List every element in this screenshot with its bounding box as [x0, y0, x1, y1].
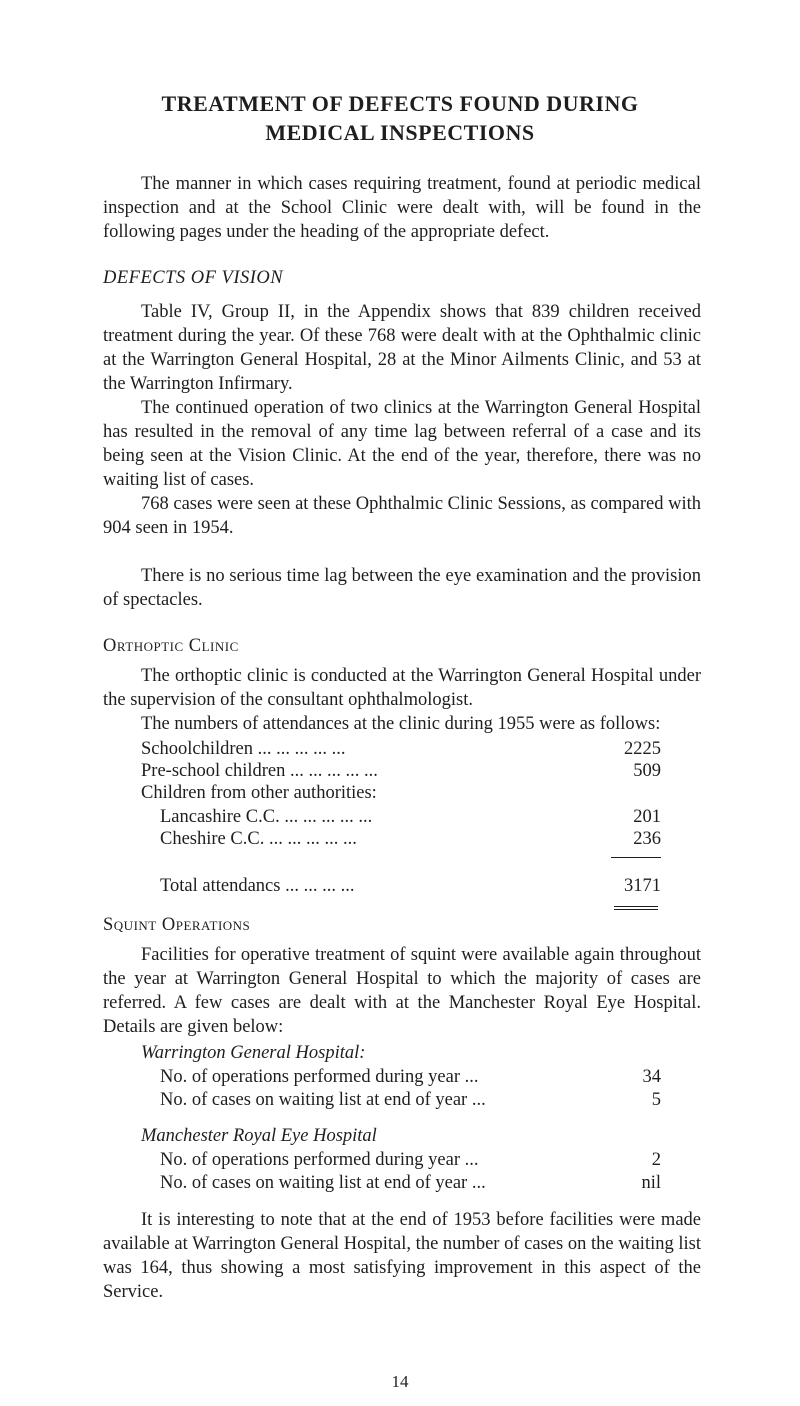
total-double-rule-bottom [614, 909, 658, 910]
wgh-row-value: 5 [651, 1090, 661, 1110]
orthoptic-lead: The numbers of attendances at the clinic during 1955 were as follows: [141, 714, 661, 734]
title-line-1: TREATMENT OF DEFECTS FOUND DURING [161, 91, 639, 116]
page-title [0, 89, 800, 147]
vision-paragraph-1: Table IV, Group II, in the Appendix shows that 839 children received treatment during the year. Of these 768 were dealt with at the Ophthalmic clinic at the Warrington General Hospital, 28 at the Minor Ailments Clinic, and 53 at the Warrington Infirmary. [103, 302, 701, 394]
mreh-row-value: 2 [651, 1150, 661, 1170]
vision-paragraph-3: 768 cases were seen at these Ophthalmic Clinic Sessions, as compared with 904 seen in 1954. [103, 494, 701, 538]
page-number: 14 [391, 1372, 409, 1391]
attendance-label: Pre-school children ... ... ... ... ... [141, 761, 378, 781]
orthoptic-heading: Orthoptic Clinic [103, 636, 239, 656]
intro-paragraph: The manner in which cases requiring treatment, found at periodic medical inspection and at the School Clinic were dealt with, will be found in the following pages under the heading of the appropriate defect. [103, 174, 701, 242]
squint-heading: Squint Operations [103, 915, 251, 935]
attendance-label: Schoolchildren ... ... ... ... ... [141, 739, 346, 759]
attendance-value: 509 [633, 761, 661, 781]
vision-heading: DEFECTS OF VISION [103, 268, 284, 288]
title-line-2: MEDICAL INSPECTIONS [265, 120, 535, 145]
total-value: 3171 [624, 876, 661, 896]
wgh-row-label: No. of operations performed during year ... [160, 1067, 479, 1087]
subtotal-rule [611, 857, 661, 858]
squint-paragraph-1: Facilities for operative treatment of squint were available again throughout the year at Warrington General Hospital to which the majority of cases are referred. A few cases are dealt with at the Manchester Royal Eye Hospital. Details are given below: [103, 945, 701, 1037]
attendance-label: Children from other authorities: [141, 783, 377, 803]
total-double-rule-top [614, 906, 658, 907]
vision-paragraph-2: The continued operation of two clinics at the Warrington General Hospital has resulted in the removal of any time lag between referral of a case and its being seen at the Vision Clinic. At the end of the year, therefore, there was no waiting list of cases. [103, 398, 701, 490]
mreh-title: Manchester Royal Eye Hospital [141, 1126, 377, 1146]
wgh-row-value: 34 [642, 1067, 661, 1087]
total-label: Total attendancs ... ... ... ... [160, 876, 355, 896]
mreh-row-label: No. of operations performed during year ... [160, 1150, 479, 1170]
squint-paragraph-2: It is interesting to note that at the end of 1953 before facilities were made available at Warrington General Hospital, the number of cases on the waiting list was 164, thus showing a most satisfying improvement in this aspect of the Service. [103, 1210, 701, 1302]
attendance-label: Cheshire C.C. ... ... ... ... ... [160, 829, 357, 849]
vision-paragraph-4: There is no serious time lag between the eye examination and the provision of spectacles. [103, 566, 701, 610]
attendance-value: 2225 [624, 739, 661, 759]
attendance-value: 201 [633, 807, 661, 827]
mreh-row-value: nil [641, 1173, 661, 1193]
wgh-title: Warrington General Hospital: [141, 1043, 366, 1063]
attendance-label: Lancashire C.C. ... ... ... ... ... [160, 807, 373, 827]
attendance-value: 236 [633, 829, 661, 849]
wgh-row-label: No. of cases on waiting list at end of year ... [160, 1090, 486, 1110]
mreh-row-label: No. of cases on waiting list at end of year ... [160, 1173, 486, 1193]
orthoptic-paragraph: The orthoptic clinic is conducted at the Warrington General Hospital under the supervision of the consultant ophthalmologist. [103, 666, 701, 710]
